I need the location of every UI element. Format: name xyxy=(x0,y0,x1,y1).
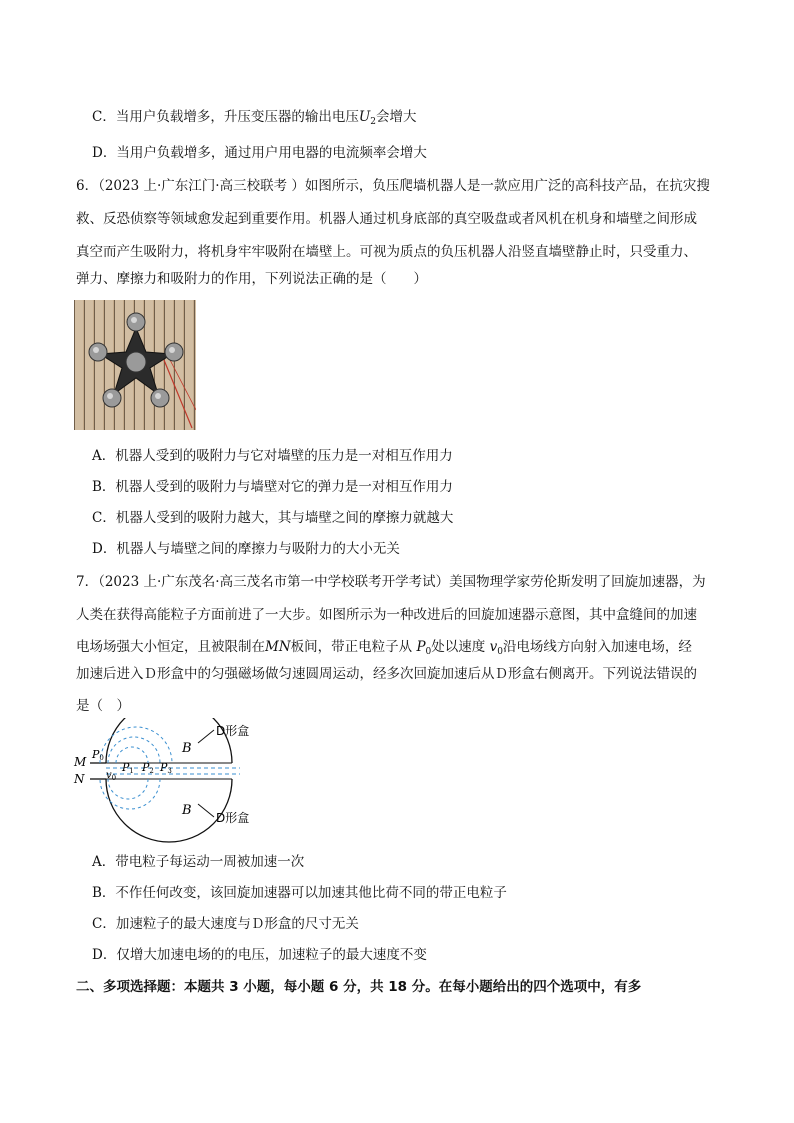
d-box-label-lower: D形盒 xyxy=(216,811,250,825)
q6-stem-line-4: 弹力、摩擦力和吸附力的作用，下列说法正确的是（ ） xyxy=(76,271,427,287)
var-u: U xyxy=(358,109,371,125)
q6-stem-line-1: 6．（2023 上·广东江门·高三校联考 ）如图所示，负压爬墙机器人是一款应用广泛的高科技产品，在抗灾搜 xyxy=(76,178,710,194)
q7-option-a: A．带电粒子每运动一周被加速一次 xyxy=(92,854,305,870)
q6-stem-line-3: 真空而产生吸附力，将机身牢牢吸附在墙壁上。可视为质点的负压机器人沿竖直墙壁静止时，只受重力、 xyxy=(76,244,697,260)
cyclotron-diagram xyxy=(70,718,280,848)
wall-climbing-robot-image xyxy=(74,300,196,430)
lower-d-box xyxy=(106,779,232,842)
q6-stem-line-2: 救、反恐侦察等领域愈发起到重要作用。机器人通过机身底部的真空吸盘或者风机在机身和墙壁之间形成 xyxy=(76,211,697,227)
robot-photo xyxy=(74,300,196,430)
label-p2: P2 xyxy=(142,761,154,775)
q7-stem-line-2: 人类在获得高能粒子方面前进了一大步。如图所示为一种改进后的回旋加速器示意图，其中盒缝间的加速 xyxy=(76,607,697,623)
q7-stem-line-5: 是（ ） xyxy=(76,698,130,714)
q7-option-c: C．加速粒子的最大速度与Ｄ形盒的尺寸无关 xyxy=(92,916,359,932)
d-box-label-upper: D形盒 xyxy=(216,724,250,738)
label-n: N xyxy=(74,772,85,786)
label-p3: P3 xyxy=(160,761,172,775)
label-p1: P1 xyxy=(122,761,134,775)
q7-stem-line-4: 加速后进入Ｄ形盒中的匀强磁场做匀速圆周运动，经多次回旋加速后从Ｄ形盒右侧离开。下列说法错误的 xyxy=(76,666,697,682)
field-b-upper: B xyxy=(182,741,192,756)
q7-stem-line-1: 7．（2023 上·广东茂名·高三茂名市第一中学校联考开学考试）美国物理学家劳伦斯发明了回旋加速器，为 xyxy=(76,574,706,590)
label-v0: $v_0$ xyxy=(106,770,117,782)
q7-option-b: B．不作任何改变，该回旋加速器可以加速其他比荷不同的带正电粒子 xyxy=(92,885,507,901)
q5-option-d: D．当用户负载增多，通过用户用电器的电流频率会增大 xyxy=(92,145,427,161)
label-m: M xyxy=(74,755,87,769)
section-2-heading: 二、多项选择题：本题共 3 小题，每小题 6 分，共 18 分。在每小题给出的四个选项中，有多 xyxy=(76,979,642,995)
field-b-lower: B xyxy=(182,803,192,818)
q7-option-d: D．仅增大加速电场的的电压，加速粒子的最大速度不变 xyxy=(92,947,427,963)
upper-d-box xyxy=(106,718,232,763)
q6-option-a: A．机器人受到的吸附力与它对墙壁的压力是一对相互作用力 xyxy=(92,448,453,464)
q6-option-d: D．机器人与墙壁之间的摩擦力与吸附力的大小无关 xyxy=(92,541,400,557)
q6-option-b: B．机器人受到的吸附力与墙壁对它的弹力是一对相互作用力 xyxy=(92,479,453,495)
q5-option-c: C．当用户负载增多，升压变压器的输出电压$U_2$会增大 xyxy=(92,109,417,127)
label-p0: P0 xyxy=(92,748,104,762)
q6-option-c: C．机器人受到的吸附力越大，其与墙壁之间的摩擦力就越大 xyxy=(92,510,454,526)
q7-stem-line-3: 电场场强大小恒定，且被限制在MN板间，带正电粒子从 $P_0$处以速度 $v_0$沿电场线方向射入加速电场，经 xyxy=(76,639,692,657)
